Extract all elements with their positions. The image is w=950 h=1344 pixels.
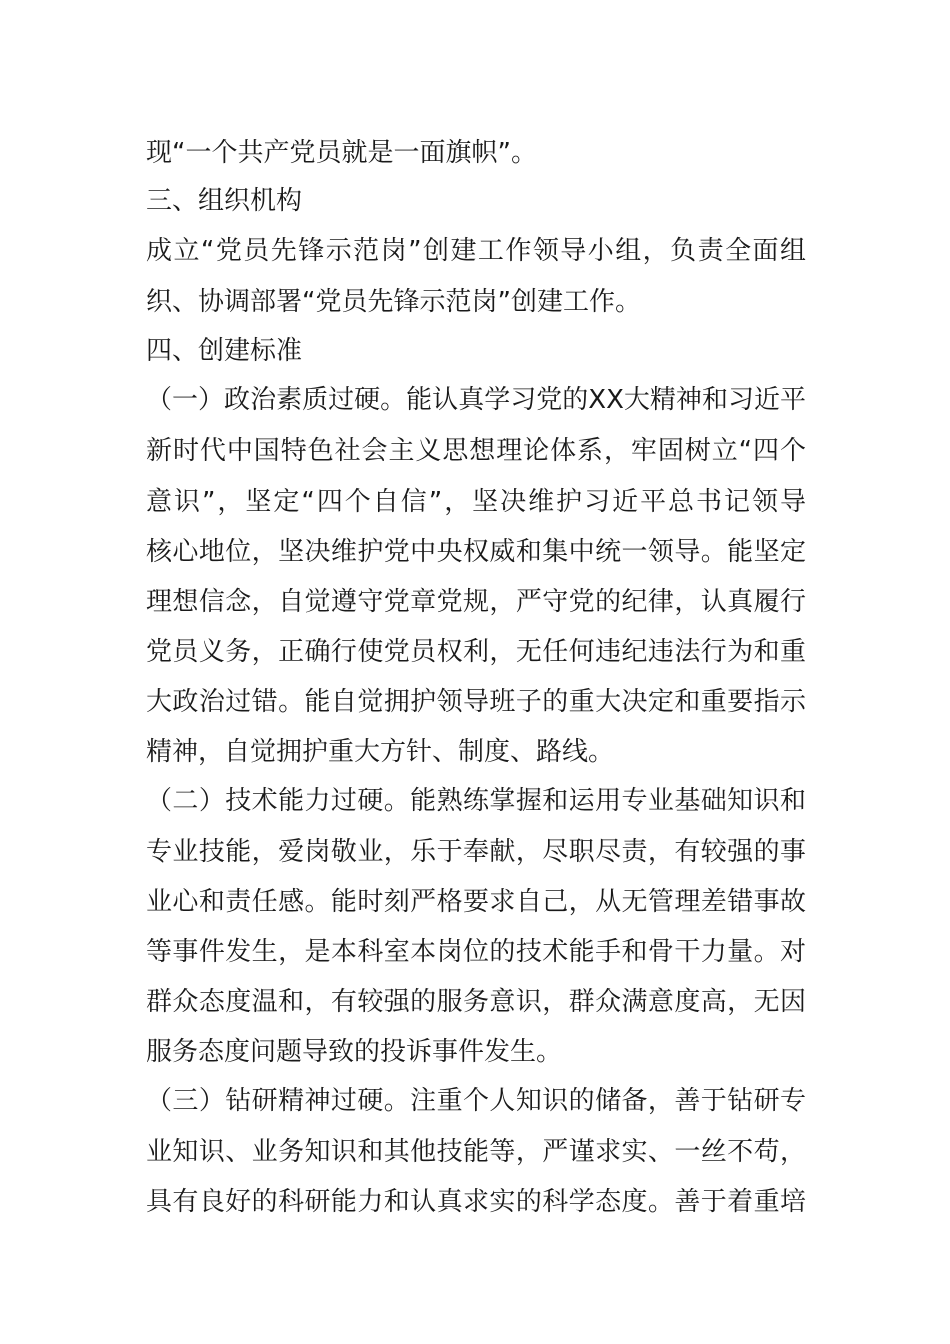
section-heading: 四、创建标准 (146, 336, 303, 366)
text-line: 织、协调部署“党员先锋示范岗”创建工作。 (146, 287, 641, 317)
text-line: 党员义务，正确行使党员权利，无任何违纪违法行为和重 (146, 637, 806, 667)
text-line: 成立“党员先锋示范岗”创建工作领导小组，负责全面组 (146, 236, 806, 266)
text-line: 业知识、业务知识和其他技能等，严谨求实、一丝不苟， (146, 1137, 806, 1167)
text-line: 新时代中国特色社会主义思想理论体系，牢固树立“四个 (146, 436, 806, 466)
text-line: （三）钻研精神过硬。注重个人知识的储备，善于钻研专 (146, 1086, 806, 1116)
text-line: （一）政治素质过硬。能认真学习党的XX大精神和习近平 (146, 385, 806, 415)
text-line: 理想信念，自觉遵守党章党规，严守党的纪律，认真履行 (146, 587, 806, 617)
text-line: （二）技术能力过硬。能熟练掌握和运用专业基础知识和 (146, 786, 806, 816)
text-line: 群众态度温和，有较强的服务意识，群众满意度高，无因 (146, 987, 806, 1017)
text-line: 服务态度问题导致的投诉事件发生。 (146, 1037, 563, 1067)
text-line: 大政治过错。能自觉拥护领导班子的重大决定和重要指示 (146, 687, 806, 717)
section-heading: 三、组织机构 (146, 186, 303, 216)
text-line: 业心和责任感。能时刻严格要求自己，从无管理差错事故 (146, 887, 806, 917)
text-line: 具有良好的科研能力和认真求实的科学态度。善于着重培 (146, 1187, 806, 1217)
text-line: 核心地位，坚决维护党中央权威和集中统一领导。能坚定 (146, 537, 806, 567)
text-line: 意识”，坚定“四个自信”，坚决维护习近平总书记领导 (146, 487, 806, 517)
text-line: 等事件发生，是本科室本岗位的技术能手和骨干力量。对 (146, 937, 806, 967)
text-line: 专业技能，爱岗敬业，乐于奉献，尽职尽责，有较强的事 (146, 837, 806, 867)
text-line: 精神，自觉拥护重大方针、制度、路线。 (146, 737, 615, 767)
text-line: 现“一个共产党员就是一面旗帜”。 (146, 138, 537, 168)
